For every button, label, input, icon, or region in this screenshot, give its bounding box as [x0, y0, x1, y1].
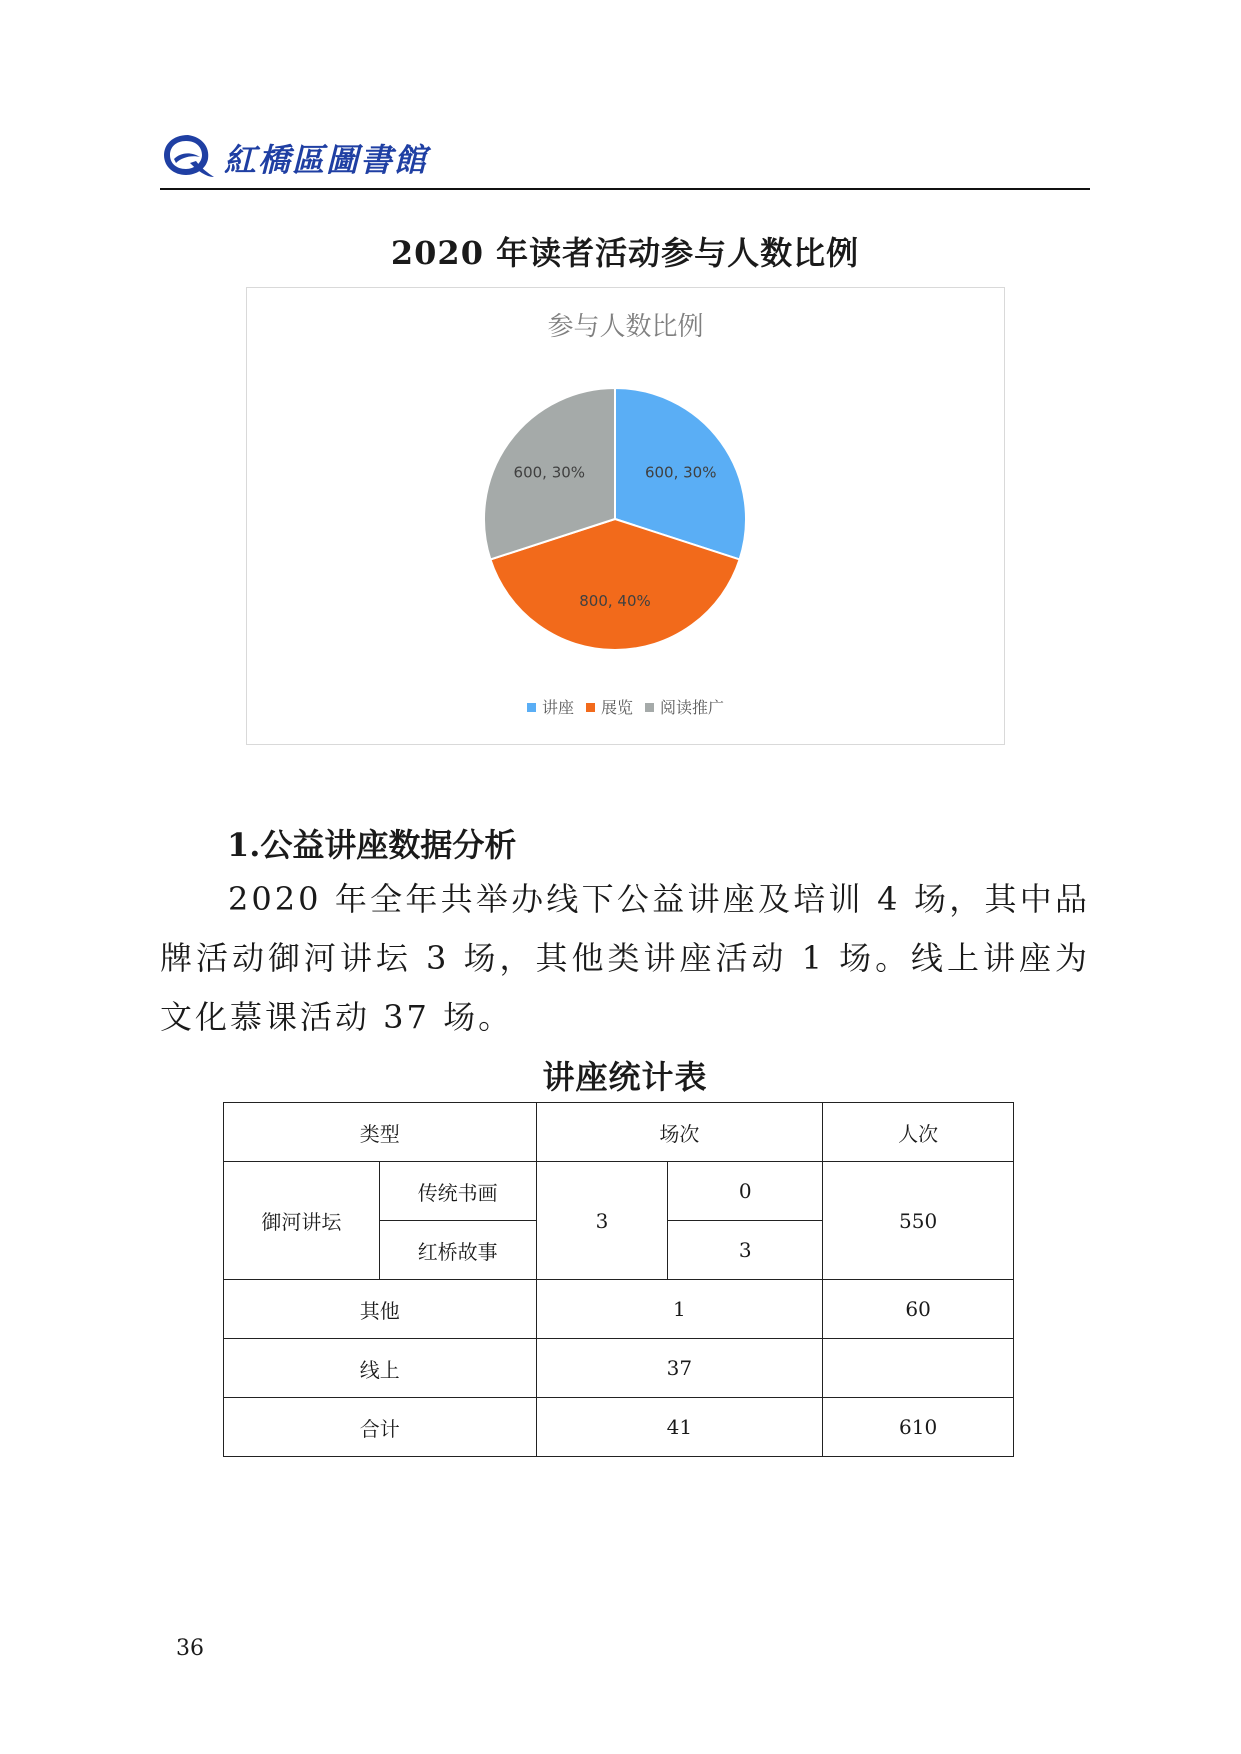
body-paragraph — [160, 870, 1090, 1047]
legend-label: 阅读推广 — [660, 698, 725, 717]
yuhe-sessions: 3 — [536, 1162, 668, 1280]
row-attendance: 60 — [823, 1280, 1014, 1339]
library-logo-icon — [160, 131, 216, 181]
sub-sessions: 3 — [668, 1221, 823, 1280]
chart-legend — [247, 695, 1004, 718]
figure-title: 2020 年读者活动参与人数比例 — [390, 234, 860, 272]
row-type: 其他 — [224, 1280, 537, 1339]
lecture-stats-table — [223, 1102, 1014, 1457]
row-type: 合计 — [224, 1398, 537, 1457]
table-row — [224, 1280, 1014, 1339]
chart-title: 参与人数比例 — [547, 312, 704, 342]
header-type: 类型 — [224, 1103, 537, 1162]
yuhe-attendance: 550 — [823, 1162, 1014, 1280]
table-header-row — [224, 1103, 1014, 1162]
header-divider — [160, 188, 1090, 190]
yuhe-label: 御河讲坛 — [224, 1162, 380, 1280]
sub-sessions: 0 — [668, 1162, 823, 1221]
body-paragraph-text: 2020 年全年共举办线下公益讲座及培训 4 场，其中品牌活动御河讲坛 3 场，其他类讲座活动 1 场。线上讲座为文化慕课活动 37 场。 — [160, 880, 1090, 1036]
legend-label: 展览 — [600, 698, 633, 717]
pie-data-label: 600, 30% — [644, 463, 717, 482]
legend-swatch — [586, 703, 595, 712]
pie-data-label: 600, 30% — [513, 463, 586, 482]
row-sessions: 41 — [536, 1398, 823, 1457]
library-name: 紅橋區圖書館 — [224, 141, 429, 179]
header-attendance: 人次 — [823, 1103, 1014, 1162]
sub-name: 红桥故事 — [379, 1221, 536, 1280]
pie-data-label: 800, 40% — [579, 592, 651, 611]
legend-item — [527, 695, 574, 718]
section-heading: 1.公益讲座数据分析 — [227, 826, 517, 864]
table-row — [224, 1162, 1014, 1221]
legend-swatch — [645, 703, 654, 712]
row-attendance: 610 — [823, 1398, 1014, 1457]
pie-chart-canvas — [247, 288, 1004, 744]
legend-swatch — [527, 703, 536, 712]
legend-label: 讲座 — [541, 698, 574, 717]
pie-chart — [246, 287, 1005, 745]
page-number: 36 — [176, 1636, 204, 1661]
row-sessions: 1 — [536, 1280, 823, 1339]
table-row — [224, 1398, 1014, 1457]
legend-item — [645, 695, 724, 718]
row-attendance — [823, 1339, 1014, 1398]
sub-name: 传统书画 — [379, 1162, 536, 1221]
table-row — [224, 1339, 1014, 1398]
table-title: 讲座统计表 — [542, 1058, 708, 1096]
row-type: 线上 — [224, 1339, 537, 1398]
row-sessions: 37 — [536, 1339, 823, 1398]
header-sessions: 场次 — [536, 1103, 823, 1162]
legend-item — [586, 695, 633, 718]
